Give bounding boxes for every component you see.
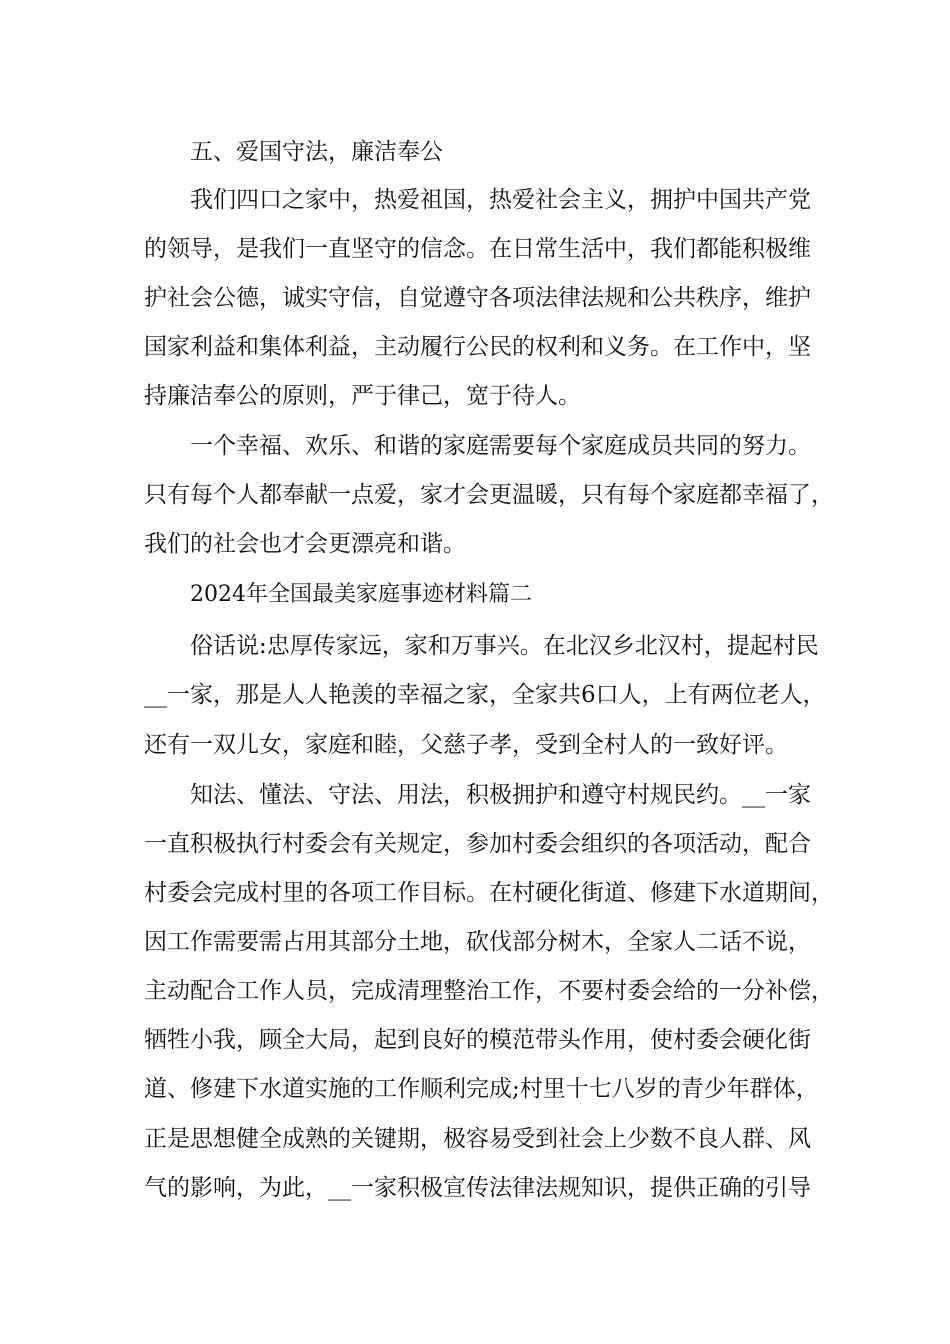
paragraph-line: 一直积极执行村委会有关规定，参加村委会组织的各项活动，配合 — [144, 831, 811, 857]
paragraph-line: 还有一双儿女，家庭和睦，父慈子孝，受到全村人的一致好评。 — [144, 732, 788, 758]
paragraph-line: 一个幸福、欢乐、和谐的家庭需要每个家庭成员共同的努力。 — [190, 433, 811, 459]
paragraph-line: 正是思想健全成熟的关键期，极容易受到社会上少数不良人群、风 — [144, 1126, 811, 1152]
paragraph-line: 只有每个人都奉献一点爱，家才会更温暖，只有每个家庭都幸福了， — [144, 482, 834, 508]
paragraph-line: 因工作需要需占用其部分土地，砍伐部分树木，全家人二话不说， — [144, 929, 811, 955]
paragraph-line: 护社会公德，诚实守信，自觉遵守各项法律法规和公共秩序，维护 — [144, 285, 811, 311]
paragraph-line: 我们四口之家中，热爱祖国，热爱社会主义，拥护中国共产党 — [190, 187, 811, 213]
paragraph-line: 国家利益和集体利益，主动履行公民的权利和义务。在工作中，坚 — [144, 334, 811, 360]
section-heading: 五、爱国守法，廉洁奉公 — [190, 139, 443, 165]
paragraph-line: 持廉洁奉公的原则，严于律己，宽于待人。 — [144, 383, 581, 409]
paragraph-line: 我们的社会也才会更漂亮和谐。 — [144, 531, 466, 557]
paragraph-line: 气的影响，为此，__一家积极宣传法律法规知识，提供正确的引导 — [144, 1175, 811, 1201]
paragraph-line: 俗话说:忠厚传家远，家和万事兴。在北汉乡北汉村，提起村民 — [190, 633, 819, 659]
paragraph-line: __一家，那是人人艳羡的幸福之家，全家共6口人，上有两位老人， — [144, 682, 826, 708]
paragraph-line: 的领导，是我们一直坚守的信念。在日常生活中，我们都能积极维 — [144, 236, 811, 262]
paragraph-line: 主动配合工作人员，完成清理整治工作，不要村委会给的一分补偿， — [144, 978, 834, 1004]
paragraph-line: 牺牲小我，顾全大局，起到良好的模范带头作用，使村委会硬化街 — [144, 1027, 811, 1053]
paragraph-line: 道、修建下水道实施的工作顺利完成;村里十七八岁的青少年群体， — [144, 1076, 819, 1102]
paragraph-line: 知法、懂法、守法、用法，积极拥护和遵守村规民约。__一家 — [190, 782, 811, 808]
paragraph-line: 村委会完成村里的各项工作目标。在村硬化街道、修建下水道期间， — [144, 880, 834, 906]
article-title: 2024年全国最美家庭事迹材料篇二 — [190, 582, 532, 607]
